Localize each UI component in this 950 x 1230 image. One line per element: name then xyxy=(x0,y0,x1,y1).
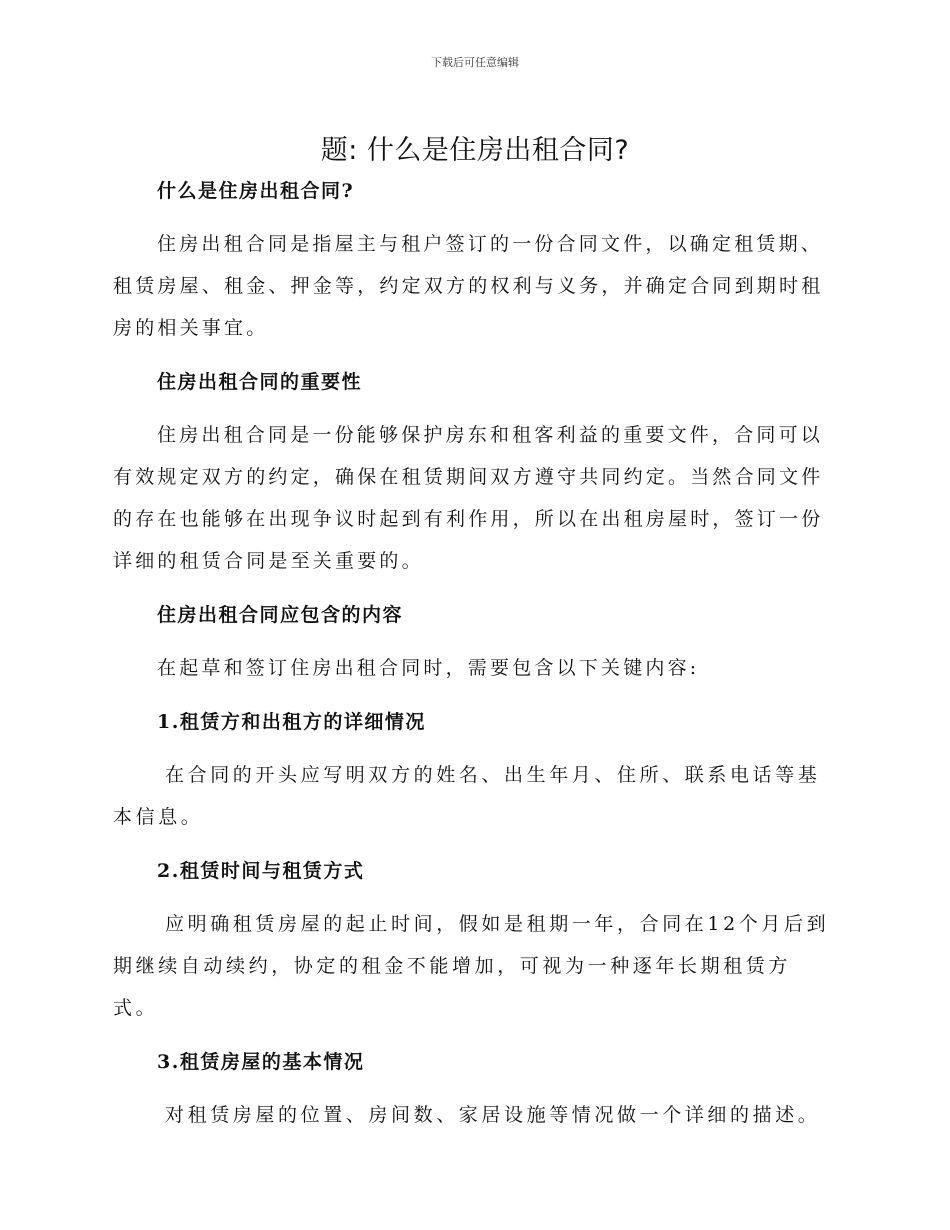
section-heading-contents: 住房出租合同应包含的内容 xyxy=(157,604,404,626)
page-header: 下载后可任意编辑 xyxy=(431,56,519,69)
document-title: 题: 什么是住房出租合同? xyxy=(320,135,630,166)
section-heading-property: 3.租赁房屋的基本情况 xyxy=(157,1051,365,1073)
section-heading-parties: 1.租赁方和出租方的详细情况 xyxy=(157,711,426,733)
document-body xyxy=(113,176,833,1136)
section-paragraph-what-is: 住房出租合同是指屋主与租户签订的一份合同文件，以确定租赁期、租赁房屋、租金、押金等，约定双方的权利与义务，并确定合同到期时租房的相关事宜。 xyxy=(113,233,824,339)
section-heading-what-is: 什么是住房出租合同? xyxy=(157,180,355,202)
section-heading-importance: 住房出租合同的重要性 xyxy=(157,371,363,393)
section-heading-term: 2.租赁时间与租赁方式 xyxy=(157,860,365,882)
section-paragraph-importance: 住房出租合同是一份能够保护房东和租客利益的重要文件，合同可以有效规定双方的约定，确保在租赁期间双方遵守共同约定。当然合同文件的存在也能够在出现争议时起到有利作用，所以在出租房屋时，签订一份详细的租赁合同是至关重要的。 xyxy=(113,424,824,572)
section-paragraph-term: 应明确租赁房屋的起止时间，假如是租期一年，合同在12个月后到期继续自动续约，协定的租金不能增加，可视为一种逐年长期租赁方式。 xyxy=(113,913,830,1019)
section-paragraph-contents: 在起草和签订住房出租合同时，需要包含以下关键内容: xyxy=(157,657,700,679)
section-paragraph-property: 对租赁房屋的位置、房间数、家居设施等情况做一个详细的描述。 xyxy=(165,1104,821,1126)
section-paragraph-parties: 在合同的开头应写明双方的姓名、出生年月、住所、联系电话等基本信息。 xyxy=(113,764,821,828)
